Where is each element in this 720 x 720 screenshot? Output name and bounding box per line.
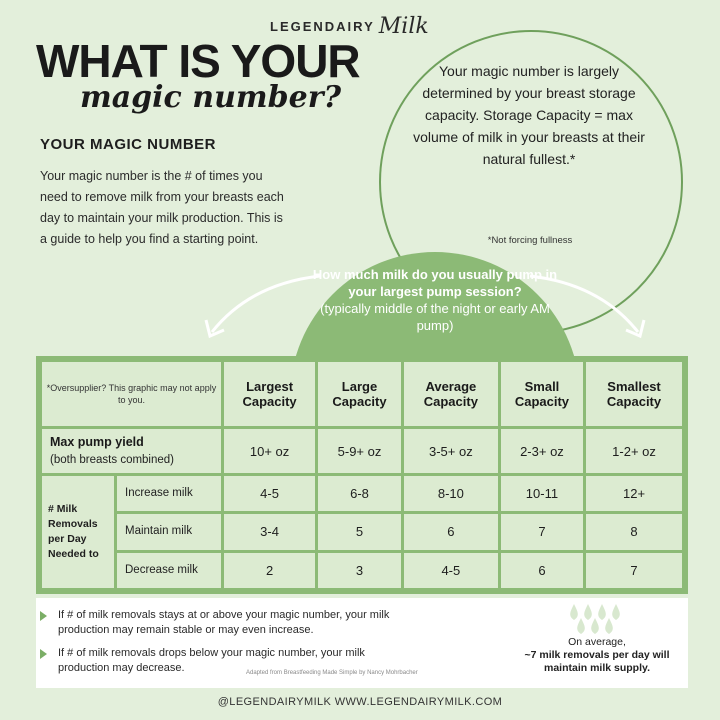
oversupplier-note: *Oversupplier? This graphic may not apply to you. bbox=[42, 362, 221, 426]
column-header: Large Capacity bbox=[318, 362, 401, 426]
table-row bbox=[42, 514, 682, 549]
yield-label: Max pump yield bbox=[50, 434, 144, 449]
yield-value: 1-2+ oz bbox=[586, 429, 682, 473]
intro-text: Your magic number is the # of times you need to remove milk from your breasts each day to maintain your milk production. This is a guide to help you find a starting point. bbox=[40, 169, 284, 246]
yield-label-cell bbox=[42, 429, 221, 473]
yield-value: 10+ oz bbox=[224, 429, 315, 473]
yield-value: 3-5+ oz bbox=[404, 429, 498, 473]
table-cell: 4-5 bbox=[224, 476, 315, 511]
triangle-bullet-icon bbox=[40, 649, 47, 659]
capacity-table bbox=[36, 356, 688, 594]
summary-panel bbox=[36, 598, 688, 688]
triangle-bullet-icon bbox=[40, 611, 47, 621]
yield-sublabel: (both breasts combined) bbox=[50, 453, 175, 466]
table-cell: 5 bbox=[318, 514, 401, 549]
table-cell: 12+ bbox=[586, 476, 682, 511]
bullet-item bbox=[58, 608, 418, 638]
table-row bbox=[42, 429, 682, 473]
section-title: YOUR MAGIC NUMBER bbox=[40, 136, 216, 153]
table-row bbox=[42, 476, 682, 511]
bullet-text: If # of milk removals stays at or above your magic number, your milk production may remain stable or may even increase. bbox=[58, 609, 390, 636]
row-label: Decrease milk bbox=[117, 553, 221, 588]
question-main: How much milk do you usually pump in your largest pump session? bbox=[312, 267, 558, 299]
table-cell: 2 bbox=[224, 553, 315, 588]
bullet-text: If # of milk removals drops below your magic number, your milk production may decrease. bbox=[58, 647, 365, 674]
question-text bbox=[300, 266, 570, 334]
headline: WHAT IS YOUR bbox=[36, 35, 360, 87]
circle-note: *Not forcing fullness bbox=[487, 235, 573, 246]
yield-value: 2-3+ oz bbox=[501, 429, 583, 473]
milk-drops-icon bbox=[564, 602, 634, 638]
table-cell: 3 bbox=[318, 553, 401, 588]
table-cell: 8-10 bbox=[404, 476, 498, 511]
yield-value: 5-9+ oz bbox=[318, 429, 401, 473]
average-lead: On average, bbox=[568, 636, 626, 648]
question-sub: (typically middle of the night or early AM pump) bbox=[320, 301, 550, 333]
table-cell: 7 bbox=[501, 514, 583, 549]
circle-text: Your magic number is largely determined by your breast storage capacity. Storage Capacity = max volume of milk in your breasts at their natural fullest.* bbox=[413, 63, 645, 167]
table-cell: 10-11 bbox=[501, 476, 583, 511]
row-label: Increase milk bbox=[117, 476, 221, 511]
table-cell: 8 bbox=[586, 514, 682, 549]
table-header-row bbox=[42, 362, 682, 426]
footer: @LEGENDAIRYMILK WWW.LEGENDAIRYMILK.COM bbox=[217, 696, 503, 708]
removals-label: # Milk Removals per Day Needed to bbox=[42, 476, 114, 588]
source-credit: Adapted from Breastfeeding Made Simple by Nancy Mohrbacher bbox=[246, 670, 418, 676]
row-label: Maintain milk bbox=[117, 514, 221, 549]
average-callout bbox=[508, 636, 686, 675]
table-cell: 6-8 bbox=[318, 476, 401, 511]
column-header: Small Capacity bbox=[501, 362, 583, 426]
brand-script: Milk bbox=[378, 13, 429, 39]
table-cell: 7 bbox=[586, 553, 682, 588]
column-header: Average Capacity bbox=[404, 362, 498, 426]
brand-name: LEGENDAIRY bbox=[270, 18, 375, 34]
table-cell: 4-5 bbox=[404, 553, 498, 588]
table-row bbox=[42, 553, 682, 588]
table-cell: 6 bbox=[404, 514, 498, 549]
average-main: ~7 milk removals per day will maintain milk supply. bbox=[524, 649, 670, 674]
column-header: Smallest Capacity bbox=[586, 362, 682, 426]
table-cell: 6 bbox=[501, 553, 583, 588]
table-cell: 3-4 bbox=[224, 514, 315, 549]
column-header: Largest Capacity bbox=[224, 362, 315, 426]
headline-script: magic number? bbox=[80, 80, 342, 115]
